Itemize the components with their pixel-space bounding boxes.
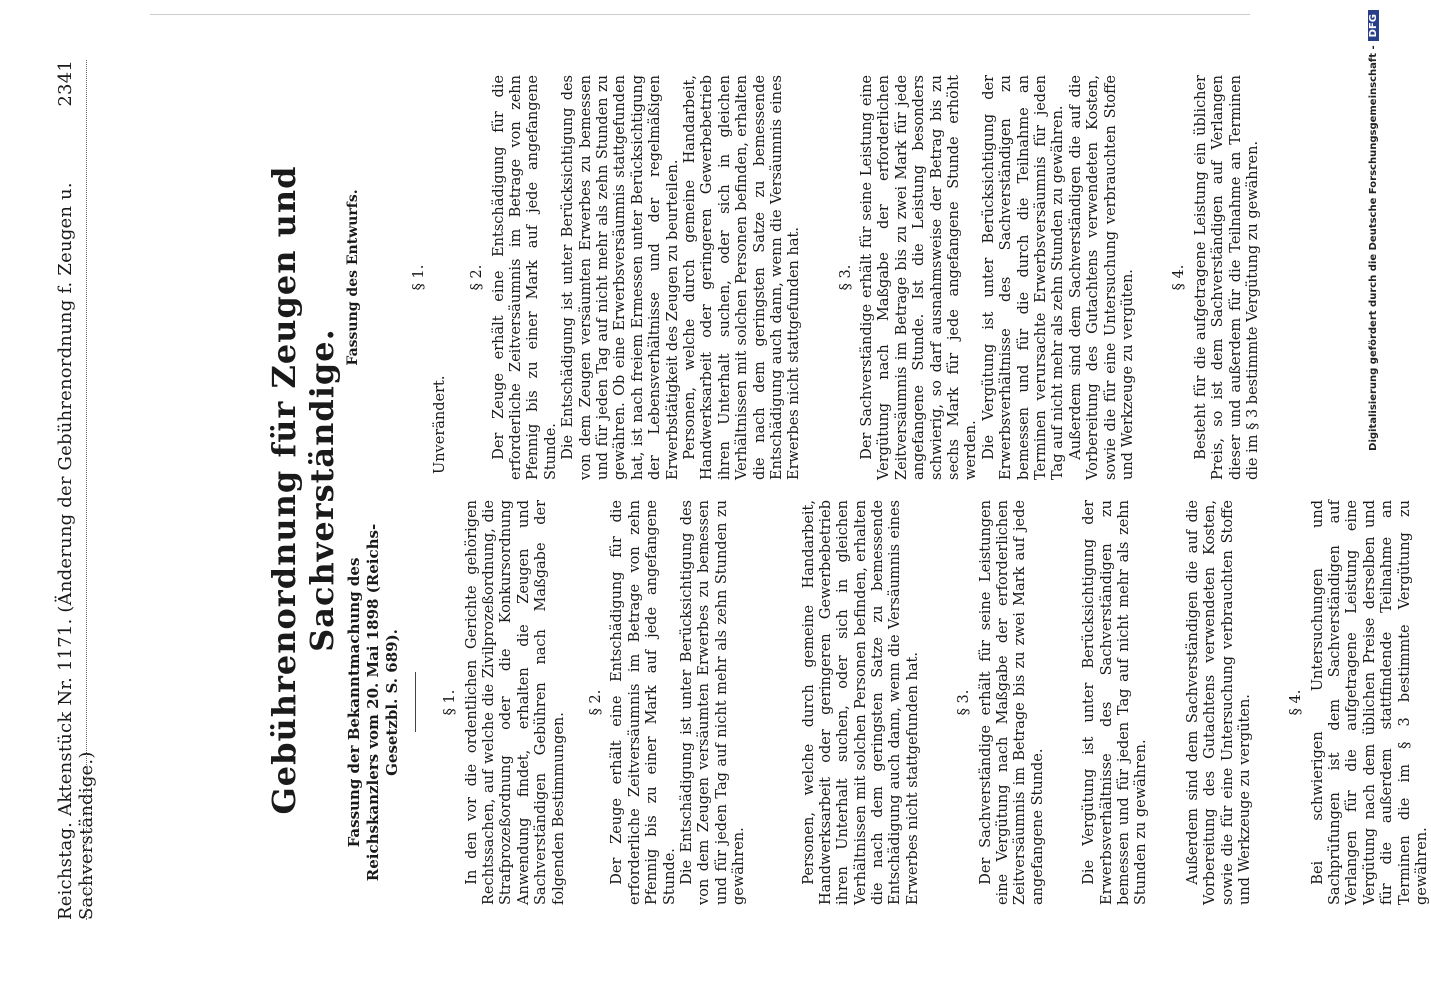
right-column-heading: Fassung des Entwurfs.: [345, 189, 361, 366]
left-column: [345, 500, 1431, 905]
footer-text: Digitalisierung gefördert durch die Deutsche Forschungsgemeinschaft -: [1368, 45, 1379, 451]
left-s2-paragraph-2: Die Entschädigung ist unter Berücksichtigung des von dem Zeugen versäumten Erwerbes zu bemessen und für jeden Tag auf nicht mehr als zehn Stunden zu gewähren.: [678, 500, 748, 905]
heading-divider: [415, 673, 416, 733]
dfg-logo: DFG: [1368, 10, 1379, 41]
document-title: Gebührenordnung für Zeugen und Sachverständige.: [265, 165, 341, 815]
digitization-footer: [1368, 10, 1379, 990]
right-s2-paragraph-3: Personen, welche durch gemeine Handarbeit, Handwerksarbeit oder geringeren Gewerbebetrieb ihren Unterhalt suchen, oder sich in gleichen Verhältnissen mit solchen Personen befinden, erhalten die nach dem geringsten Satze zu bemessende Entschädigung auch dann, wenn die Versäumnis eines Erwerbes nicht stattgefunden hat.: [681, 75, 803, 480]
left-s3-label: § 3.: [956, 689, 973, 716]
left-s2-paragraph-1: Der Zeuge erhält eine Entschädigung für die erforderliche Zeitversäumnis im Betrage von zehn Pfennig bis zu einer Mark auf jede angefangene Stunde.: [609, 500, 678, 905]
right-s1-paragraph: Unverändert.: [431, 375, 448, 474]
running-header: [55, 60, 97, 920]
right-s3-paragraph-1: Der Sachverständige erhält für seine Leistung eine Vergütung nach Maßgabe der erforderlichen Zeitversäumnis im Betrage bis zu zwei Mark für jede angefangene Stunde. Ist die Leistung besonders schwierig, so darf ausnahmsweise der Betrag bis zu sechs Mark für jede angefangene Stunde erhöht werden.: [859, 75, 980, 480]
right-s2-paragraph-1: Der Zeuge erhält eine Entschädigung für die erforderliche Zeitversäumnis im Betrage von zehn Pfennig bis zu einer Mark auf jede angefangene Stunde.: [490, 75, 559, 480]
right-s4-paragraph: Besteht für die aufgetragene Leistung ein üblicher Preis, so ist dem Sachverständigen auf Verlangen dieser und außerdem für die Teilnahme an Terminen die im § 3 bestimmte Vergütung zu gewähren.: [1192, 75, 1261, 480]
header-text: Reichstag. Aktenstück Nr. 1171. (Änderung der Gebührenordnung f. Zeugen u. Sachverständige.): [55, 182, 97, 920]
left-s2-paragraph-3: Personen, welche durch gemeine Handarbeit, Handwerksarbeit oder geringeren Gewerbebetrieb ihren Unterhalt suchen, oder sich in gleichen Verhältnissen mit solchen Personen befinden, erhalten die nach dem geringsten Satze zu bemessende Entschädigung auch dann, wenn die Versäumnis eines Erwerbes nicht stattgefunden hat.: [800, 500, 921, 905]
right-s4-label: § 4.: [1171, 264, 1188, 291]
left-s3-paragraph-1: Der Sachverständige erhält für seine Leistungen eine Vergütung nach Maßgabe der erforderlichen Zeitversäumnis im Betrage bis zu zwei Mark auf jede angefangene Stunde.: [977, 500, 1046, 905]
left-s4-paragraph: Bei schwierigen Untersuchungen und Sachprüfungen ist dem Sachverständigen auf Verlangen für die aufgetragene Leistung eine Vergütung nach dem üblichen Preise derselben und für die außerdem stattfindende Teilnahme an Terminen die im § 3 bestimmte Vergütung zu gewähren.: [1309, 500, 1431, 905]
right-column: [345, 75, 1262, 480]
header-divider: [86, 60, 87, 920]
left-s3-paragraph-2: Die Vergütung ist unter Berücksichtigung der Erwerbsverhältnisse des Sachverständigen zu bemessen und für jeden Tag auf nicht mehr als zehn Stunden zu gewähren.: [1081, 500, 1150, 905]
left-s1-label: § 1.: [442, 689, 459, 716]
page-number: 2341: [55, 60, 76, 107]
right-s2-label: § 2.: [469, 264, 486, 291]
left-column-heading: Fassung der Bekanntmachung des Reichskanzlers vom 20. Mai 1898 (Reichs-Gesetzbl. S. 689).: [345, 523, 401, 882]
right-s1-label: § 1.: [410, 264, 427, 291]
left-s2-label: § 2.: [587, 689, 604, 716]
left-s1-paragraph: In den vor die ordentlichen Gerichte gehörigen Rechtssachen, auf welche die Zivilprozeßordnung, die Strafprozeßordnung oder die Konkursordnung Anwendung findet, erhalten die Zeugen und Sachverständigen Gebühren nach Maßgabe der folgenden Bestimmungen.: [463, 500, 567, 905]
right-s3-paragraph-2: Die Vergütung ist unter Berücksichtigung der Erwerbsverhältnisse des Sachverständigen zu bemessen und für die durch die Teilnahme an Terminen verursachte Erwerbsversäumnis für jeden Tag auf nicht mehr als zehn Stunden zu gewähren.: [980, 75, 1067, 480]
right-s2-paragraph-2: Die Entschädigung ist unter Berücksichtigung des von dem Zeugen versäumten Erwerbes zu bemessen und für jeden Tag auf nicht mehr als zehn Stunden zu gewähren. Ob eine Erwerbsversäumnis stattgefunden hat, ist nach freiem Ermessen unter Berücksichtigung der Lebensverhältnisse und der regelmäßigen Erwerbstätigkeit des Zeugen zu beurteilen.: [560, 75, 681, 480]
left-s3-paragraph-3: Außerdem sind dem Sachverständigen die auf die Vorbereitung des Gutachtens verwendeten Kosten, sowie die für eine Untersuchung verbrauchten Stoffe und Werkzeuge zu vergüten.: [1184, 500, 1253, 905]
right-s3-paragraph-3: Außerdem sind dem Sachverständigen die auf die Vorbereitung des Gutachtens verwendeten Kosten, sowie die für eine Untersuchung verbrauchten Stoffe und Werkzeuge zu vergüten.: [1067, 75, 1136, 480]
left-s4-label: § 4.: [1288, 689, 1305, 716]
right-s3-label: § 3.: [837, 264, 854, 291]
scan-edge-line: [150, 14, 1250, 15]
